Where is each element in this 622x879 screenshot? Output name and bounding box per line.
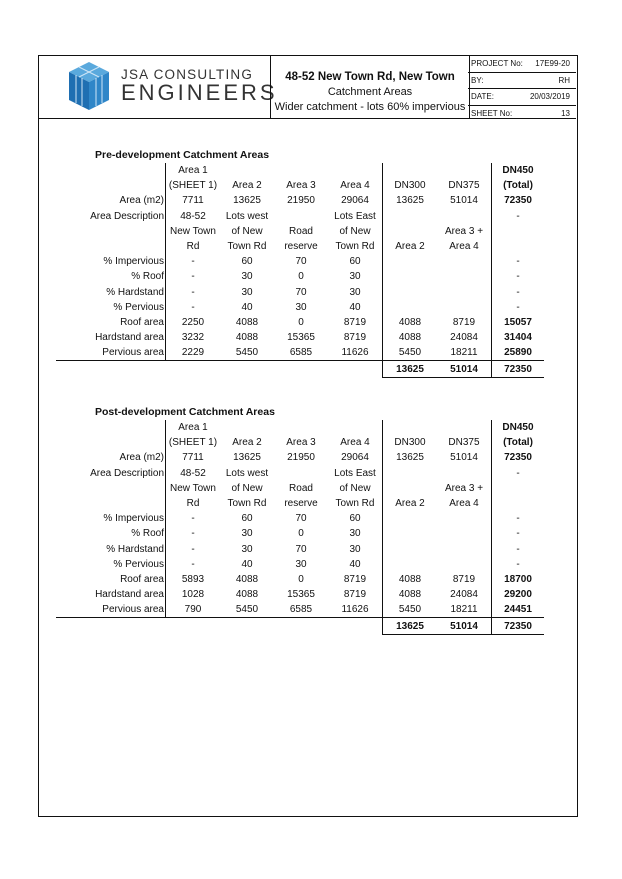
table-cell: Rd <box>166 496 221 511</box>
table-cell: 51014 <box>437 193 492 208</box>
table-cell <box>274 361 328 377</box>
table-cell <box>492 481 545 496</box>
table-cell <box>166 361 221 377</box>
table-cell: - <box>516 558 520 570</box>
table-cell <box>492 239 545 254</box>
title-block <box>39 56 576 119</box>
totals-row <box>56 361 544 377</box>
table-row <box>56 254 544 269</box>
table-row <box>56 450 544 465</box>
table-cell <box>383 420 438 435</box>
table-cell: Area 3 <box>286 437 316 449</box>
row-label <box>56 420 166 435</box>
table-row <box>56 466 544 481</box>
header-row <box>56 178 544 193</box>
table-cell: (Total) <box>503 437 533 449</box>
table-cell <box>383 163 438 178</box>
row-label: Pervious area <box>56 345 166 361</box>
table-cell: 6585 <box>274 345 328 361</box>
table-row <box>56 557 544 572</box>
table-cell: 18700 <box>504 573 532 585</box>
table-row <box>56 511 544 526</box>
table-cell: 8719 <box>328 315 383 330</box>
table-cell: 5893 <box>166 572 221 587</box>
total-cell: 72350 <box>492 361 545 377</box>
header-row <box>56 163 544 178</box>
table-cell: - <box>516 271 520 283</box>
table-cell <box>274 163 328 178</box>
table-cell: 2229 <box>166 345 221 361</box>
table-cell: Area 2 <box>395 498 425 510</box>
table-cell: - <box>166 542 221 557</box>
table-cell <box>56 361 166 377</box>
table-row <box>56 542 544 557</box>
table-cell: Town Rd <box>227 241 267 253</box>
table-row <box>56 496 544 511</box>
table-cell: 40 <box>328 557 383 572</box>
table-cell: 29064 <box>328 193 383 208</box>
table-cell: Town Rd <box>227 498 267 510</box>
table-row <box>56 345 544 361</box>
table-cell: 8719 <box>437 315 492 330</box>
table-cell: - <box>166 254 221 269</box>
table-cell: 15057 <box>504 316 532 328</box>
row-label <box>56 224 166 239</box>
meta-key: PROJECT No: <box>471 59 523 68</box>
table-cell: of New <box>328 481 383 496</box>
table-cell: Area 2 <box>232 180 262 192</box>
row-label: % Pervious <box>56 557 166 572</box>
table-cell <box>328 420 383 435</box>
table-cell: 2250 <box>166 315 221 330</box>
table-row <box>56 269 544 284</box>
title-cell <box>270 56 470 118</box>
table-cell: 11626 <box>328 345 383 361</box>
table-cell: Area 4 <box>437 239 492 254</box>
table-cell <box>383 526 438 541</box>
table-cell: - <box>166 526 221 541</box>
post-catchment-table <box>56 420 544 635</box>
totals-row <box>56 618 544 634</box>
table-cell: DN450 <box>502 422 534 434</box>
table-cell <box>437 285 492 300</box>
table-cell: 24084 <box>437 587 492 602</box>
table-cell <box>437 254 492 269</box>
table-cell <box>274 618 328 634</box>
table-cell <box>383 269 438 284</box>
table-cell <box>328 618 383 634</box>
table-cell: 5450 <box>383 602 438 618</box>
table-cell <box>166 618 221 634</box>
table-cell: 21950 <box>287 452 315 464</box>
table-cell <box>328 163 383 178</box>
table-cell <box>220 420 274 435</box>
table-row <box>56 602 544 618</box>
table-cell <box>383 542 438 557</box>
table-cell: 70 <box>295 286 307 298</box>
table-cell <box>383 511 438 526</box>
table-cell <box>220 163 274 178</box>
meta-key: DATE: <box>471 92 494 101</box>
row-label: % Pervious <box>56 300 166 315</box>
table-cell: 4088 <box>398 316 422 328</box>
meta-row <box>468 73 576 90</box>
table-cell: 40 <box>241 301 253 313</box>
table-cell: - <box>516 528 520 540</box>
sheet-subtitle: Catchment Areas <box>327 86 413 98</box>
table-cell: 48-52 <box>166 466 221 481</box>
table-cell: 5450 <box>220 345 274 361</box>
row-label <box>56 163 166 178</box>
table-cell: 30 <box>328 542 383 557</box>
row-label: Hardstand area <box>56 330 166 345</box>
table-cell <box>492 496 545 511</box>
table-row <box>56 209 544 224</box>
table-cell: 13625 <box>233 452 261 464</box>
meta-value: RH <box>558 75 570 85</box>
table-cell: 8719 <box>328 572 383 587</box>
table-cell: 4088 <box>235 332 259 344</box>
table-cell <box>437 269 492 284</box>
pre-catchment-table <box>56 163 544 378</box>
table-cell: 8719 <box>328 330 383 345</box>
table-cell: 30 <box>241 286 253 298</box>
table-cell: 40 <box>241 558 253 570</box>
table-cell: 31404 <box>504 332 532 344</box>
meta-value: 13 <box>561 108 570 118</box>
table-cell: Area 1 <box>166 420 221 435</box>
table-cell: Road <box>289 482 313 494</box>
table-cell: - <box>166 511 221 526</box>
table-cell: Lots East <box>328 466 383 481</box>
table-row <box>56 285 544 300</box>
table-cell: 30 <box>241 271 253 283</box>
cube-logo-icon <box>65 60 113 112</box>
table-cell <box>383 557 438 572</box>
table-cell: 3232 <box>166 330 221 345</box>
table-cell: 13625 <box>396 195 424 207</box>
table-cell <box>437 557 492 572</box>
table-cell: 72350 <box>504 195 532 207</box>
row-label <box>56 178 166 193</box>
table-row <box>56 526 544 541</box>
table-cell: 60 <box>328 254 383 269</box>
project-meta <box>468 56 576 118</box>
row-label: % Impervious <box>56 254 166 269</box>
row-label: Area Description <box>56 209 166 224</box>
table-cell: Area 4 <box>328 178 383 193</box>
table-cell <box>437 163 492 178</box>
table-cell: 29200 <box>504 589 532 601</box>
table-cell: 790 <box>166 602 221 618</box>
table-cell: Area 1 <box>166 163 221 178</box>
table-cell: 4088 <box>398 332 422 344</box>
table-cell: of New <box>328 224 383 239</box>
table-cell: DN375 <box>437 435 492 450</box>
table-cell <box>437 466 492 481</box>
table-row <box>56 481 544 496</box>
company-logo-text <box>121 67 278 104</box>
table-cell: 7711 <box>166 450 221 465</box>
table-row <box>56 193 544 208</box>
table-cell <box>383 300 438 315</box>
row-label: Pervious area <box>56 602 166 618</box>
table-cell: reserve <box>284 498 318 510</box>
table-cell: 0 <box>298 573 304 585</box>
table-cell: DN375 <box>437 178 492 193</box>
total-cell: 13625 <box>383 361 438 377</box>
total-cell: 51014 <box>437 618 492 634</box>
meta-row <box>468 106 576 122</box>
table-cell: 8719 <box>328 587 383 602</box>
meta-value: 17E99-20 <box>535 59 570 68</box>
table-cell: 25890 <box>492 345 545 361</box>
row-label: % Hardstand <box>56 542 166 557</box>
table-cell: 30 <box>328 526 383 541</box>
row-label: % Roof <box>56 269 166 284</box>
total-cell: 72350 <box>492 618 545 634</box>
row-label <box>56 481 166 496</box>
table-cell <box>437 420 492 435</box>
project-title: 48-52 New Town Rd, New Town <box>285 71 455 83</box>
table-cell: - <box>166 557 221 572</box>
meta-row <box>468 56 576 73</box>
table-cell: Lots East <box>328 209 383 224</box>
sheet-note: Wider catchment - lots 60% impervious <box>274 101 466 113</box>
table-cell: Area 4 <box>437 496 492 511</box>
meta-value: 20/03/2019 <box>529 92 570 101</box>
table-cell: Lots west <box>225 210 269 222</box>
table-cell <box>274 466 328 481</box>
row-label <box>56 239 166 254</box>
table-cell <box>56 618 166 634</box>
table-cell: - <box>516 256 520 268</box>
table-cell: Area 4 <box>328 435 383 450</box>
table-cell: of New <box>231 225 263 237</box>
table-cell <box>383 466 438 481</box>
table-cell <box>383 209 438 224</box>
table-cell: - <box>516 286 520 298</box>
table-cell: 30 <box>241 543 253 555</box>
total-cell: 13625 <box>383 618 438 634</box>
table-cell: (SHEET 1) <box>166 435 221 450</box>
table-cell <box>437 526 492 541</box>
table-cell <box>220 618 274 634</box>
table-cell: - <box>516 543 520 555</box>
logo-line-1: JSA CONSULTING <box>121 67 254 82</box>
row-label: Area (m2) <box>56 193 166 208</box>
meta-row <box>468 89 576 106</box>
table-cell: 15365 <box>287 589 315 601</box>
table-row <box>56 300 544 315</box>
table-cell: 18211 <box>437 602 492 618</box>
table-row <box>56 239 544 254</box>
table-cell: 30 <box>295 301 307 313</box>
table-cell: 70 <box>295 513 307 525</box>
row-label: Roof area <box>56 315 166 330</box>
row-label: % Roof <box>56 526 166 541</box>
table-cell: 30 <box>328 269 383 284</box>
meta-key: BY: <box>471 75 484 85</box>
header-row <box>56 420 544 435</box>
table-cell <box>383 224 438 239</box>
table-cell <box>383 481 438 496</box>
table-cell: 13625 <box>396 452 424 464</box>
table-cell <box>437 209 492 224</box>
table-cell: 5450 <box>383 345 438 361</box>
table-cell: 6585 <box>274 602 328 618</box>
row-label <box>56 496 166 511</box>
table-cell: - <box>516 467 520 479</box>
table-cell: 11626 <box>328 602 383 618</box>
table-cell: 40 <box>328 300 383 315</box>
table-cell <box>220 361 274 377</box>
table-row <box>56 224 544 239</box>
table-cell: - <box>166 285 221 300</box>
row-label: Roof area <box>56 572 166 587</box>
table-cell: 48-52 <box>166 209 221 224</box>
row-label: Area Description <box>56 466 166 481</box>
row-label: Area (m2) <box>56 450 166 465</box>
table-cell: DN300 <box>394 180 426 192</box>
table-cell: Town Rd <box>328 239 383 254</box>
table-cell: 30 <box>295 558 307 570</box>
table-cell: 4088 <box>235 316 259 328</box>
table-cell <box>437 300 492 315</box>
table-cell: Road <box>289 225 313 237</box>
table-cell: Area 2 <box>232 437 262 449</box>
table-cell: reserve <box>284 241 318 253</box>
table-cell <box>383 254 438 269</box>
table-cell: Area 3 + <box>437 224 492 239</box>
table-cell: 24084 <box>437 330 492 345</box>
table-cell: Lots west <box>225 467 269 479</box>
table-cell: DN300 <box>394 437 426 449</box>
table-cell <box>274 209 328 224</box>
table-cell <box>492 224 545 239</box>
table-cell: Rd <box>166 239 221 254</box>
table-cell: - <box>516 301 520 313</box>
table-row <box>56 572 544 587</box>
table-cell: 4088 <box>398 573 422 585</box>
table-cell: 0 <box>298 528 304 540</box>
header-row <box>56 435 544 450</box>
table-row <box>56 315 544 330</box>
table-cell: (SHEET 1) <box>166 178 221 193</box>
table-cell: - <box>166 269 221 284</box>
table-cell: 70 <box>295 543 307 555</box>
table-cell: 60 <box>328 511 383 526</box>
table-cell: 72350 <box>504 452 532 464</box>
table-cell: 7711 <box>166 193 221 208</box>
table-cell: 8719 <box>437 572 492 587</box>
table-cell: of New <box>231 482 263 494</box>
row-label: % Impervious <box>56 511 166 526</box>
table-cell: - <box>516 513 520 525</box>
table-cell: 30 <box>328 285 383 300</box>
table-cell: 4088 <box>398 589 422 601</box>
table-cell: New Town <box>166 224 221 239</box>
report-sheet <box>38 55 578 817</box>
table-cell: 1028 <box>166 587 221 602</box>
table-cell: 5450 <box>220 602 274 618</box>
table-row <box>56 587 544 602</box>
table-cell <box>328 361 383 377</box>
table-cell: New Town <box>166 481 221 496</box>
table-cell: - <box>166 300 221 315</box>
table-cell: 15365 <box>287 332 315 344</box>
table-cell <box>437 542 492 557</box>
table-cell: 60 <box>241 256 253 268</box>
table-cell: 0 <box>298 316 304 328</box>
table-cell: 4088 <box>235 589 259 601</box>
total-cell: 51014 <box>437 361 492 377</box>
table-cell: Town Rd <box>328 496 383 511</box>
logo-line-2: ENGINEERS <box>121 80 278 105</box>
table-cell: 29064 <box>328 450 383 465</box>
pre-section-title: Pre-development Catchment Areas <box>95 149 270 161</box>
table-cell: 24451 <box>492 602 545 618</box>
table-cell: Area 2 <box>395 241 425 253</box>
table-cell: DN450 <box>502 165 534 177</box>
table-cell: 4088 <box>235 573 259 585</box>
table-cell: 0 <box>298 271 304 283</box>
table-cell: 60 <box>241 513 253 525</box>
meta-key: SHEET No: <box>471 108 513 118</box>
table-cell <box>274 420 328 435</box>
table-cell <box>437 511 492 526</box>
table-cell: 30 <box>241 528 253 540</box>
table-cell <box>383 285 438 300</box>
table-cell: 70 <box>295 256 307 268</box>
row-label: Hardstand area <box>56 587 166 602</box>
table-cell: 21950 <box>287 195 315 207</box>
table-cell: 18211 <box>437 345 492 361</box>
table-cell: Area 3 + <box>437 481 492 496</box>
table-cell: 51014 <box>437 450 492 465</box>
table-cell: (Total) <box>503 180 533 192</box>
table-row <box>56 330 544 345</box>
table-cell: - <box>516 210 520 222</box>
table-cell: Area 3 <box>286 180 316 192</box>
post-section-title: Post-development Catchment Areas <box>95 406 275 418</box>
row-label <box>56 435 166 450</box>
row-label: % Hardstand <box>56 285 166 300</box>
table-cell: 13625 <box>233 195 261 207</box>
